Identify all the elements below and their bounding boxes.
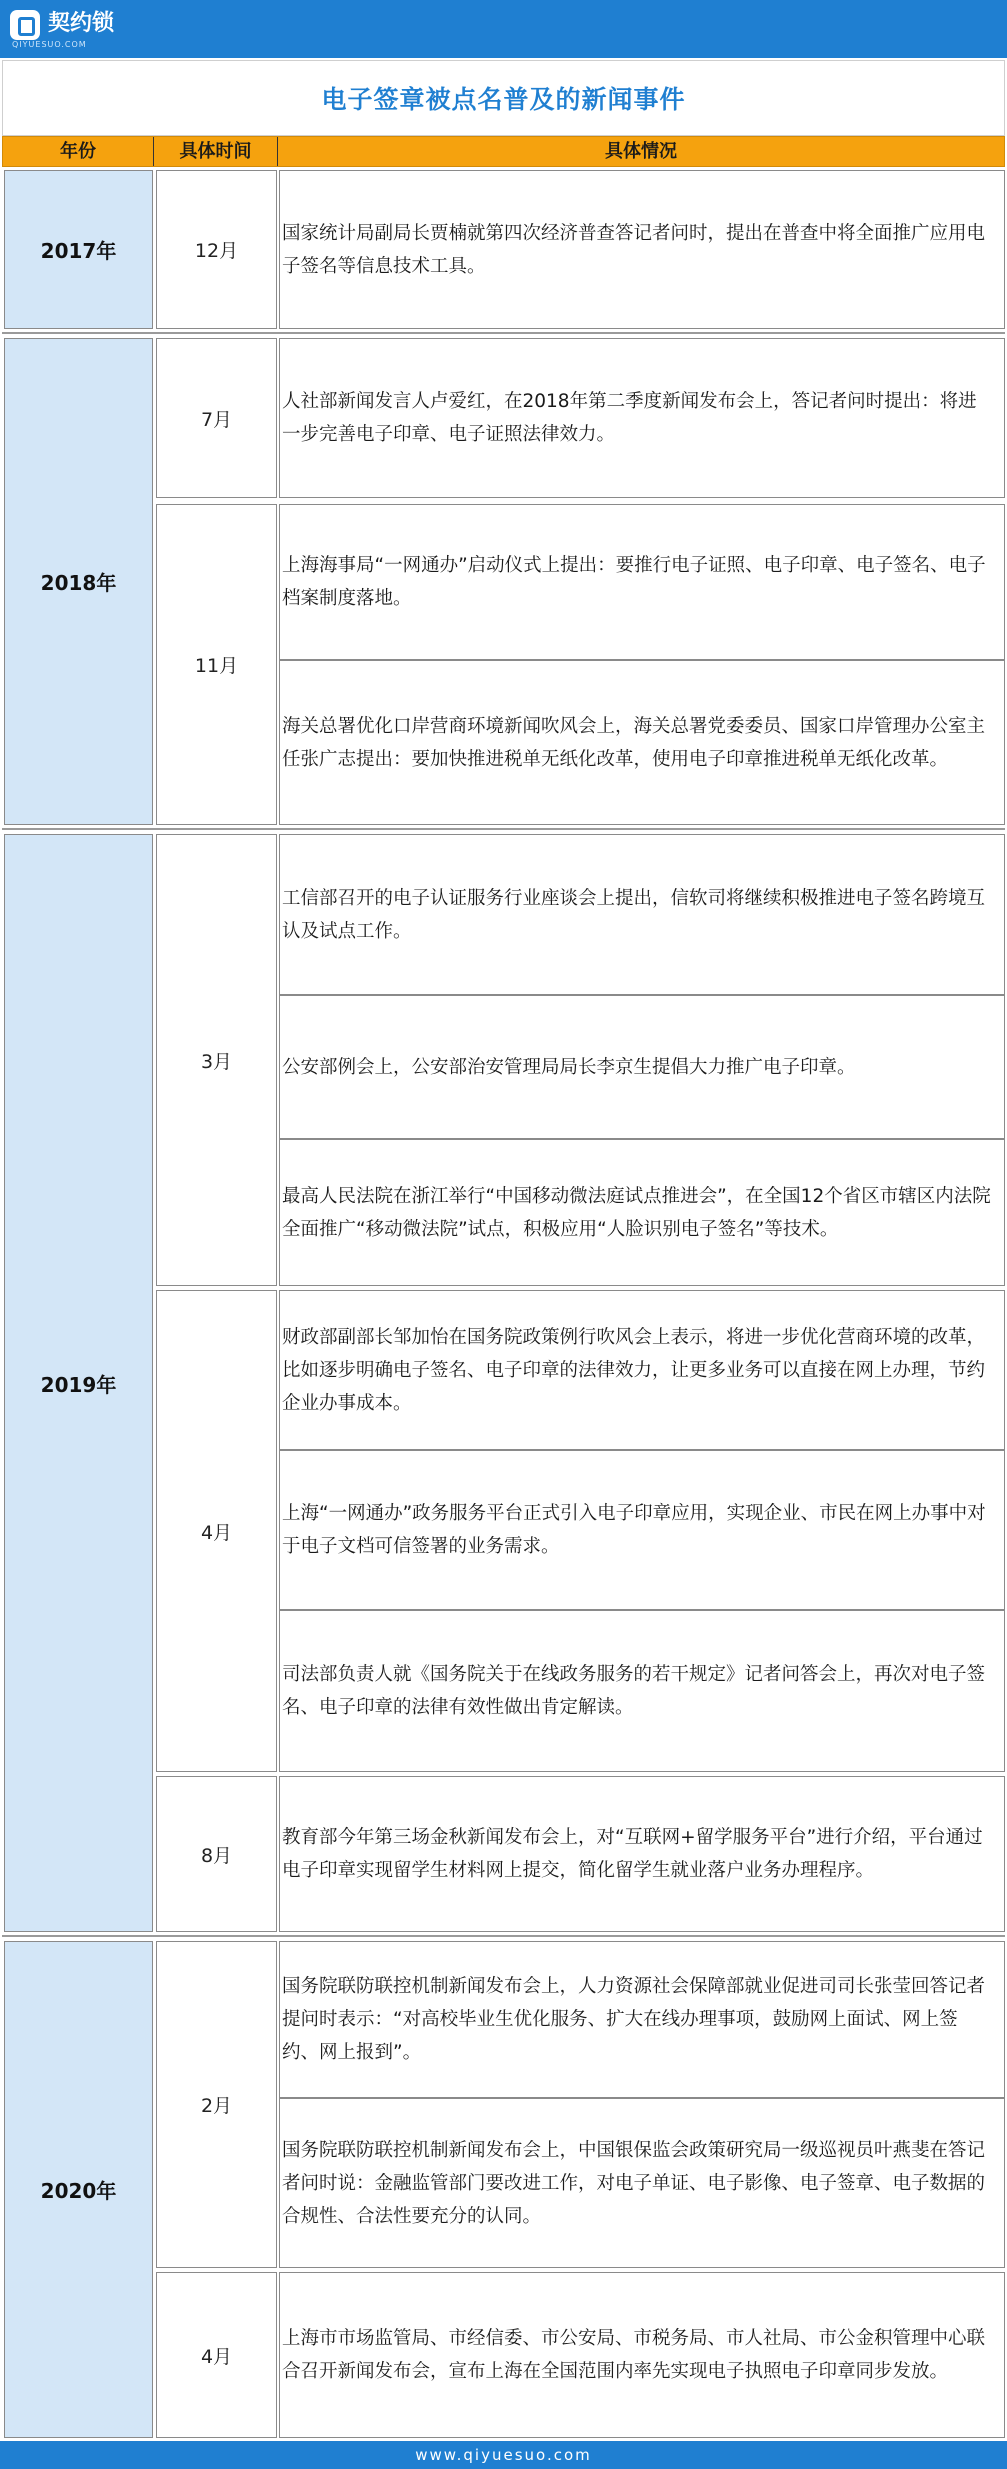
logo-subtext: QIYUESUO.COM	[12, 40, 87, 49]
detail-text: 财政部副部长邹加怡在国务院政策例行吹风会上表示，将进一步优化营商环境的改革，比如逐步明确电子签名、电子印章的法律效力，让更多业务可以直接在网上办理，节约企业办事成本。	[282, 1326, 986, 1414]
detail-cell	[279, 338, 1005, 498]
section-divider	[2, 1935, 1005, 1937]
brand-logo[interactable]	[10, 10, 180, 52]
detail-cell	[279, 1610, 1005, 1772]
month-cell: 11月	[156, 504, 277, 825]
table-header-row	[2, 136, 1005, 167]
detail-text: 上海市市场监管局、市经信委、市公安局、市税务局、市人社局、市公金积管理中心联合召开新闻发布会，宣布上海在全国范围内率先实现电子执照电子印章同步发放。	[282, 2328, 986, 2382]
footer-url[interactable]: www.qiyuesuo.com	[0, 2441, 1007, 2469]
detail-text: 司法部负责人就《国务院关于在线政务服务的若干规定》记者问答会上，再次对电子签名、电子印章的法律有效性做出肯定解读。	[282, 1664, 986, 1718]
column-header-time: 具体时间	[179, 141, 252, 162]
detail-cell	[279, 660, 1005, 825]
detail-cell	[279, 2098, 1005, 2268]
top-brand-bar	[0, 0, 1007, 58]
year-cell-2020: 2020年	[4, 1941, 153, 2438]
detail-text: 公安部例会上，公安部治安管理局局长李京生提倡大力推广电子印章。	[282, 1056, 856, 1078]
table-title-bar	[2, 60, 1005, 136]
detail-cell	[279, 995, 1005, 1139]
month-cell: 3月	[156, 834, 277, 1286]
detail-cell	[279, 1290, 1005, 1450]
column-header-year: 年份	[60, 141, 96, 162]
month-cell: 8月	[156, 1776, 277, 1932]
detail-text: 人社部新闻发言人卢爱红，在2018年第二季度新闻发布会上，答记者问时提出：将进一步完善电子印章、电子证照法律效力。	[282, 391, 977, 445]
month-cell: 4月	[156, 2272, 277, 2438]
detail-cell	[279, 2272, 1005, 2438]
logo-q-icon	[10, 10, 40, 40]
detail-cell	[279, 504, 1005, 660]
detail-cell	[279, 834, 1005, 995]
month-cell: 7月	[156, 338, 277, 498]
month-cell: 12月	[156, 170, 277, 329]
month-cell: 2月	[156, 1941, 277, 2268]
detail-text: 国务院联防联控机制新闻发布会上，人力资源社会保障部就业促进司司长张莹回答记者提问时表示：“对高校毕业生优化服务、扩大在线办理事项，鼓励网上面试、网上签约、网上报到”。	[282, 1976, 986, 2063]
detail-text: 上海海事局“一网通办”启动仪式上提出：要推行电子证照、电子印章、电子签名、电子档案制度落地。	[282, 555, 986, 609]
logo-text: 契约锁	[48, 11, 115, 36]
detail-text: 国务院联防联控机制新闻发布会上，中国银保监会政策研究局一级巡视员叶燕斐在答记者问时说：金融监管部门要改进工作，对电子单证、电子影像、电子签章、电子数据的合规性、合法性要充分的认同。	[282, 2139, 986, 2227]
month-cell: 4月	[156, 1290, 277, 1772]
year-cell-2018: 2018年	[4, 338, 153, 825]
table-title: 电子签章被点名普及的新闻事件	[321, 85, 686, 114]
year-cell-2019: 2019年	[4, 834, 153, 1932]
detail-text: 国家统计局副局长贾楠就第四次经济普查答记者问时，提出在普查中将全面推广应用电子签名等信息技术工具。	[282, 222, 986, 277]
detail-text: 上海“一网通办”政务服务平台正式引入电子印章应用，实现企业、市民在网上办事中对于电子文档可信签署的业务需求。	[282, 1503, 986, 1557]
year-cell-2017: 2017年	[4, 170, 153, 329]
detail-text: 教育部今年第三场金秋新闻发布会上，对“互联网+留学服务平台”进行介绍，平台通过电子印章实现留学生材料网上提交，简化留学生就业落户业务办理程序。	[282, 1827, 983, 1881]
detail-text: 工信部召开的电子认证服务行业座谈会上提出，信软司将继续积极推进电子签名跨境互认及试点工作。	[282, 887, 986, 942]
detail-text: 海关总署优化口岸营商环境新闻吹风会上，海关总署党委委员、国家口岸管理办公室主任张广志提出：要加快推进税单无纸化改革，使用电子印章推进税单无纸化改革。	[282, 715, 986, 770]
detail-text: 最高人民法院在浙江举行“中国移动微法庭试点推进会”，在全国12个省区市辖区内法院全面推广“移动微法院”试点，积极应用“人脸识别电子签名”等技术。	[282, 1185, 991, 1240]
section-divider	[2, 332, 1005, 334]
section-divider	[2, 828, 1005, 830]
column-header-detail: 具体情况	[605, 141, 677, 162]
detail-cell	[279, 1139, 1005, 1286]
detail-cell	[279, 170, 1005, 329]
detail-cell	[279, 1776, 1005, 1932]
detail-cell	[279, 1941, 1005, 2098]
detail-cell	[279, 1450, 1005, 1610]
